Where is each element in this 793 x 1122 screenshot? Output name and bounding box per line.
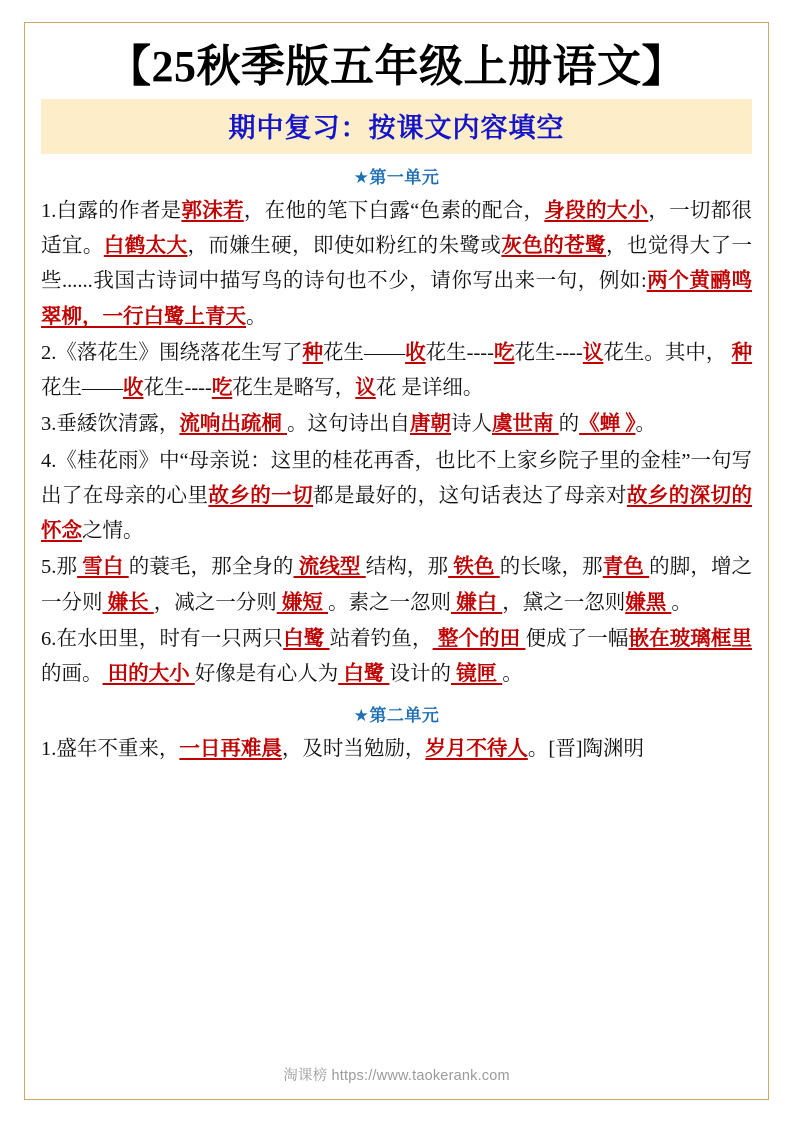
answer-blank-filled: 吃 [211, 377, 233, 400]
item-text: ，黛之一忽则 [502, 591, 626, 614]
exercise-item [41, 732, 752, 767]
item-text: ，一切都很适宜。 [41, 199, 753, 258]
answer-blank-filled: 两个黄鹂鸣翠柳，一行白鹭上青天 [41, 270, 752, 328]
answer-blank-filled: 嫌长 [102, 591, 154, 614]
item-text: 。这句诗出自 [287, 413, 410, 436]
unit-item-list [41, 732, 752, 767]
subtitle-banner [41, 99, 752, 154]
item-text: 花生---- [143, 377, 212, 400]
answer-blank-filled: 白鹭 [338, 663, 390, 686]
answer-blank-filled: 收 [405, 341, 426, 364]
item-text: 。素之一忽则 [328, 591, 451, 614]
answer-blank-filled: 雪白 [77, 556, 129, 579]
answer-blank-filled: 白鹭 [283, 627, 330, 650]
item-text: 好像是有心人为 [194, 663, 339, 686]
answer-blank-filled: 田的大小 [102, 663, 195, 686]
exercise-item [41, 407, 752, 442]
item-text: 。 [671, 591, 692, 614]
answer-blank-filled: 收 [123, 377, 144, 400]
answer-blank-filled: 身段的大小 [544, 199, 649, 222]
answer-blank-filled: 虞世南 [492, 413, 559, 436]
footer-watermark: 淘课榜 https://www.taokerank.com [283, 1068, 510, 1084]
item-text: 的脚，增之一分则 [41, 556, 753, 614]
item-number: 1. [41, 199, 57, 222]
item-text: 诗人 [451, 413, 492, 436]
item-text: 结构，那 [365, 556, 449, 579]
exercise-item [41, 336, 752, 407]
item-text: 的画。 [41, 663, 103, 686]
item-text: 在水田里，时有一只两只 [56, 627, 284, 650]
item-text: 花生---- [514, 341, 583, 364]
answer-blank-filled: 嵌在玻璃框里 [628, 627, 753, 650]
item-text: 之情。 [82, 520, 144, 543]
answer-blank-filled: 岁月不待人 [425, 738, 528, 761]
answer-blank-filled: 一日再难晨 [179, 738, 282, 761]
unit-heading: ★第一单元 [353, 167, 440, 187]
item-text: 。 [635, 413, 656, 436]
answer-blank-filled: 嫌白 [451, 591, 503, 614]
item-text: 《落花生》围绕落花生写了 [56, 341, 303, 364]
answer-blank-filled: 故乡的一切 [208, 484, 314, 507]
item-text: 垂緌饮清露， [56, 413, 180, 436]
page-content [25, 23, 768, 1099]
answer-blank-filled: 种 [731, 341, 753, 364]
item-text: 花生—— [41, 377, 123, 400]
item-text: 。 [502, 663, 523, 686]
answer-blank-filled: 整个的田 [432, 627, 526, 650]
item-text: 花生—— [323, 341, 406, 364]
units-container [41, 163, 752, 768]
exercise-item [41, 444, 752, 550]
item-text: ，在他的笔下白露“色素的配合， [243, 199, 545, 222]
item-text: ，减之一分则 [153, 591, 277, 614]
answer-blank-filled: 种 [302, 341, 324, 364]
item-text: 的长喙，那 [499, 556, 603, 579]
item-text: 花生是略写， [232, 377, 356, 400]
answer-blank-filled: 议 [582, 341, 604, 364]
item-text: ，也觉得大了一些......我国古诗词中描写鸟的诗句也不少，请你写出来一句，例如: [41, 235, 753, 293]
item-text: 花生。其中， [603, 341, 732, 364]
answer-blank-filled: 白鹤太大 [103, 235, 188, 258]
item-number: 4. [41, 449, 57, 472]
item-text: 。[晋]陶渊明 [527, 738, 645, 761]
exercise-item [41, 194, 752, 335]
item-text: 。 [246, 305, 267, 328]
answer-blank-filled: 《蝉 》 [579, 413, 636, 436]
page-title: 【25秋季版五年级上册语文】 [107, 42, 686, 91]
answer-blank-filled: 郭沫若 [181, 199, 244, 222]
page-border-frame [24, 22, 769, 1100]
banner-subtitle-text: 期中复习：按课文内容填空 [228, 112, 565, 143]
item-text: 便成了一幅 [525, 627, 629, 650]
item-text: 站着钓鱼， [329, 627, 433, 650]
exercise-item [41, 550, 752, 621]
item-text: 花 是详细。 [375, 377, 484, 400]
item-text: 那 [56, 556, 78, 579]
item-number: 3. [41, 413, 57, 436]
item-text: 设计的 [389, 663, 451, 686]
item-text: 的蓑毛，那全身的 [128, 556, 294, 579]
item-text: 盛年不重来， [56, 738, 180, 761]
answer-blank-filled: 嫌黑 [625, 591, 672, 614]
item-text: 的 [558, 413, 580, 436]
answer-blank-filled: 青色 [602, 556, 650, 579]
answer-blank-filled: 流响出疏桐 [179, 413, 287, 436]
answer-blank-filled: 嫌短 [276, 591, 328, 614]
unit-item-list [41, 194, 752, 693]
item-text: 白露的作者是 [56, 199, 182, 222]
item-text: 花生---- [425, 341, 494, 364]
item-text: ，及时当勉励， [281, 738, 426, 761]
answer-blank-filled: 流线型 [293, 556, 366, 579]
answer-blank-filled: 故乡的深切的怀念 [41, 484, 753, 543]
answer-blank-filled: 唐朝 [410, 413, 451, 436]
exercise-item [41, 622, 752, 693]
answer-blank-filled: 镜匣 [451, 663, 503, 686]
answer-blank-filled: 吃 [493, 341, 515, 364]
answer-blank-filled: 议 [355, 377, 376, 400]
item-text: ，而嫌生硬，即使如粉红的朱鹭或 [187, 235, 502, 258]
item-number: 6. [41, 627, 57, 650]
item-text: 《桂花雨》中“母亲说：这里的桂花再香，也比不上家乡院子里的金桂”一句写出了在母亲的心里 [41, 449, 752, 507]
item-text: 都是最好的，这句话表达了母亲对 [313, 484, 627, 507]
item-number: 1. [41, 738, 57, 761]
answer-blank-filled: 铁色 [448, 556, 500, 579]
item-number: 5. [41, 556, 57, 579]
item-number: 2. [41, 341, 57, 364]
answer-blank-filled: 灰色的苍鹭 [501, 235, 606, 258]
unit-heading: ★第二单元 [353, 706, 440, 726]
